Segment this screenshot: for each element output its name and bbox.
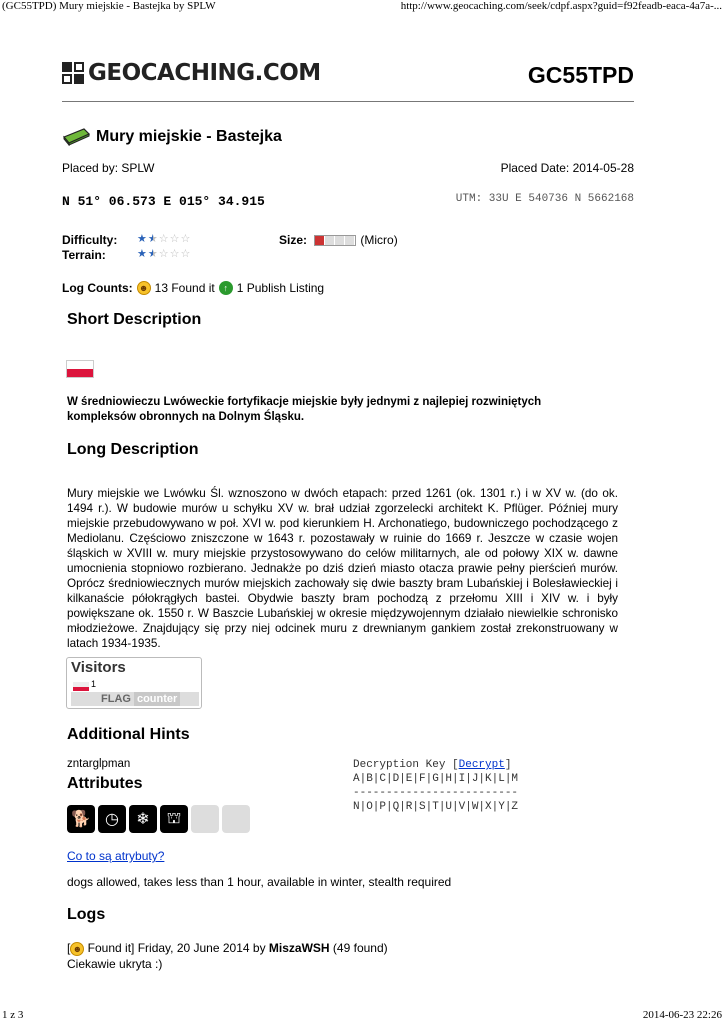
flag-counter-widget[interactable]: [66, 657, 202, 709]
difficulty-stars: [137, 234, 190, 245]
size-meter: [314, 235, 356, 246]
log-counts: [62, 281, 324, 295]
geocaching-logo-icon: [62, 62, 84, 84]
star-empty-icon: ☆: [158, 248, 169, 260]
star-empty-icon: ☆: [169, 248, 180, 260]
size-row: [279, 233, 398, 247]
visitors-title: Visitors: [71, 659, 126, 676]
log-type: Found it]: [84, 941, 135, 955]
blank-icon: [222, 805, 250, 833]
dogs-icon: 🐕: [67, 805, 95, 833]
publish-count: 1 Publish Listing: [236, 281, 325, 295]
terrain-label: Terrain:: [62, 248, 106, 262]
print-datetime: 2014-06-23 22:26: [642, 1009, 722, 1021]
found-count: 13 Found it: [154, 281, 215, 295]
coordinates: N 51° 06.573 E 015° 34.915: [62, 194, 265, 209]
cache-title-row: [62, 128, 282, 146]
poland-flag-icon: [66, 360, 94, 378]
long-description-heading: Long Description: [67, 441, 199, 458]
attributes-help-link[interactable]: Co to są atrybuty?: [67, 849, 165, 863]
difficulty-label: Difficulty:: [62, 233, 118, 247]
decryption-row-2: N|O|P|Q|R|S|T|U|V|W|X|Y|Z: [353, 801, 519, 813]
snowflake-icon: ❄: [129, 805, 157, 833]
visitors-count: 1: [91, 679, 97, 689]
log-entry: [67, 940, 388, 972]
flag-counter-banner: [71, 692, 199, 706]
page-number: 1 z 3: [2, 1009, 24, 1021]
decryption-divider: -------------------------: [353, 787, 519, 799]
placed-by: Placed by: SPLW: [62, 161, 155, 175]
decryption-key-title: Decryption Key [Decrypt]: [353, 759, 512, 771]
attributes-heading: Attributes: [67, 775, 143, 792]
star-icon: ★: [137, 248, 147, 260]
half-star-icon: ★: [147, 248, 158, 260]
utm-coordinates: UTM: 33U E 540736 N 5662168: [455, 193, 634, 205]
print-header: [0, 0, 724, 14]
publish-icon: ↑: [219, 281, 233, 295]
terrain-stars: [137, 249, 190, 260]
gc-code: GC55TPD: [527, 62, 634, 88]
attributes-text: dogs allowed, takes less than 1 hour, available in winter, stealth required: [67, 875, 452, 889]
long-description-text: Mury miejskie we Lwówku Śl. wznoszono w dwóch etapach: przed 1261 (ok. 1301 r.) i w XV w. (do ok. 1494 r.). W budowie murów u schyłku XV w. brał udział zgorzelecki architekt K. Pflüger. Później mury miejskie przebudowywano w poł. XVI w. pod kierunkiem H. Archonatiego, budowniczego pochodzącego z Mediolanu. Częściowo zniszczone w 1643 r. pozostawały w ruinie do 1669 r. Jeszcze w czasie wojen śląskich w XVIII w. mury miejskie przystosowywano do celów militarnych, ale od połowy XIX w. dawne umocnienia stopniowo rozbierano. Jednakże po dziś dzień miasto otacza prawie pełny pierścień murów. Oprócz średniowiecznych murów miejskich zachowały się dwie baszty bram Lubańskiej i Bolesławieckiej i kilkanaście półokrągłych bastei. Obydwie baszty bram pochodzą z przełomu XIII i XIV w. i były powiększane ok. 1550 r. W Baszcie Lubańskiej w okresie międzywojennym działało niewielkie schronisko młodzieżowe. Znajdujący się przy niej odcinek muru z drewnianym gankiem został zrekonstruowany w latach 1934-1935.: [67, 487, 618, 650]
smiley-icon: ☻: [70, 942, 84, 956]
star-empty-icon: ☆: [158, 233, 169, 245]
geocaching-logo: [62, 58, 321, 88]
star-icon: ★: [137, 233, 147, 245]
flag-word: FLAG: [101, 693, 131, 705]
log-entry-header: [ ☻ Found it] Friday, 20 June 2014 by MiszaWSH (49 found): [67, 941, 388, 955]
log-author-found: (49 found): [329, 941, 388, 955]
counter-word: counter: [134, 692, 180, 706]
decryption-row-1: A|B|C|D|E|F|G|H|I|J|K|L|M: [353, 773, 519, 785]
stealth-icon: ⛫: [160, 805, 188, 833]
clock-icon: ◷: [98, 805, 126, 833]
placed-date: Placed Date: 2014-05-28: [500, 161, 634, 175]
header-divider: [62, 101, 634, 102]
half-star-icon: ★: [147, 233, 158, 245]
smiley-icon: ☻: [137, 281, 151, 295]
short-description-text: W średniowieczu Lwóweckie fortyfikacje miejskie były jednymi z najlepiej rozwiniętych kompleksów obronnych na Dolnym Śląsku.: [67, 396, 542, 423]
blank-icon: [191, 805, 219, 833]
star-empty-icon: ☆: [169, 233, 180, 245]
micro-cache-icon: [62, 128, 90, 146]
cache-name: Mury miejskie - Bastejka: [96, 128, 282, 145]
log-date: Friday, 20 June 2014 by: [134, 941, 269, 955]
decrypt-link[interactable]: Decrypt: [458, 759, 505, 771]
print-header-url: http://www.geocaching.com/seek/cdpf.aspx?guid=f92feadb-eaca-4a7a-...: [400, 0, 722, 12]
attribute-icons: [67, 805, 250, 833]
decryption-key: [353, 758, 518, 814]
hint-text: zntarglpman: [67, 758, 131, 770]
log-text: Ciekawie ukryta :): [67, 957, 163, 971]
star-empty-icon: ☆: [180, 248, 191, 260]
short-description-heading: Short Description: [67, 311, 202, 328]
logs-heading: Logs: [67, 906, 106, 923]
log-author: MiszaWSH: [268, 941, 330, 955]
size-text: (Micro): [360, 233, 398, 247]
additional-hints-heading: Additional Hints: [67, 726, 190, 743]
log-counts-label: Log Counts:: [62, 281, 133, 295]
poland-flag-icon: [73, 682, 89, 691]
logo-text: GEOCACHING.COM: [88, 60, 321, 86]
print-header-title: (GC55TPD) Mury miejskie - Bastejka by SPLW: [2, 0, 216, 12]
star-empty-icon: ☆: [180, 233, 191, 245]
size-label: Size:: [279, 233, 308, 247]
